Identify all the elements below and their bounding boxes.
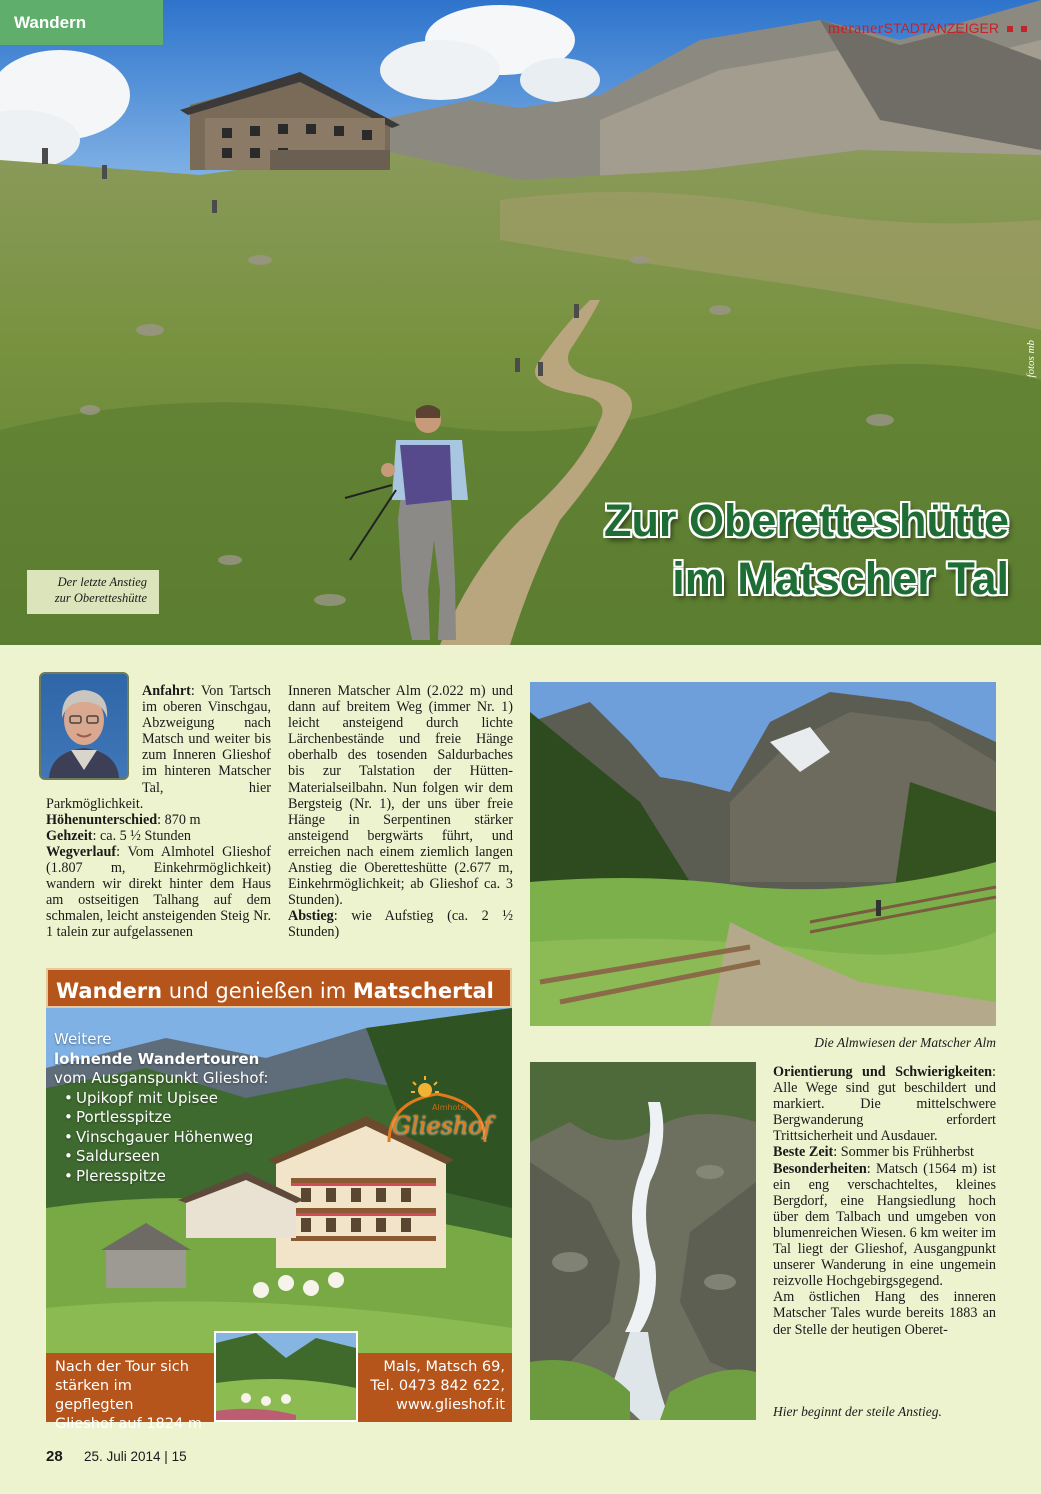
hero-caption [27, 570, 159, 614]
masthead-square-icon [1021, 26, 1027, 32]
section-tag: Wandern [0, 0, 163, 45]
tour-item: • Saldurseen [54, 1147, 268, 1167]
paragraph-besonderheiten: Besonderheiten: Matsch (1564 m) ist ein eng verschachteltes, kleines Bergdorf, eine Hangsiedlung hoch über dem Talbach und umgeben von blumenreichen Wiesen. 6 km weiter im Tal liegt der Glieshof, Ausgangpunkt unserer Wanderung in eine ungemein reizvolle Hochgebirgsgegend. [773, 1160, 996, 1290]
masthead-right: STADTANZEIGER [883, 20, 999, 36]
label-abstieg: Abstieg [288, 908, 334, 925]
title-line: Zur Oberetteshütte [603, 495, 1009, 546]
masthead-left: meraner [827, 20, 884, 37]
label-gehzeit: Gehzeit [46, 827, 93, 844]
paragraph-anfahrt: Anfahrt: Von Tartsch im oberen Vinschgau, Abzweigung nach Matsch und weiter bis zum Inneren Glieshof im hinteren Matscher Tal, hier Parkmöglichkeit. [46, 683, 271, 812]
label-orientierung: Orientierung und Schwierigkeiten [773, 1064, 993, 1080]
paragraph-abstieg: Abstieg: wie Aufstieg (ca. 2 ½ Stunden) [288, 908, 513, 941]
ad-website-link[interactable]: www.glieshof.it [395, 1397, 505, 1413]
tour-item: • Upikopf mit Upisee [54, 1089, 268, 1109]
article-column-2 [288, 683, 513, 941]
masthead-square-icon [1007, 26, 1013, 32]
issue-info: 25. Juli 2014 | 15 [84, 1449, 187, 1464]
article-column-3 [773, 1064, 996, 1338]
paragraph-wegverlauf: Wegverlauf: Vom Almhotel Glieshof (1.807 m, Einkehrmöglichkeit) wandern wir direkt hinter dem Haus am ostseitigen Talhang auf dem schmalen, leicht ansteigenden Steig Nr. 1 talein zur aufgelassenen [46, 843, 271, 941]
paragraph-gehzeit: Gehzeit: ca. 5 ½ Stunden [46, 827, 191, 844]
photo-credit: fotos mb [1025, 340, 1037, 378]
hero-caption-line: Der letzte Anstieg [57, 575, 147, 589]
tour-item: • Pleresspitze [54, 1167, 268, 1187]
page-number: 28 [46, 1448, 63, 1465]
tour-item: • Vinschgauer Höhenweg [54, 1128, 268, 1148]
tour-item: • Portlesspitze [54, 1108, 268, 1128]
label-hoehe: Höhenunterschied [46, 811, 158, 828]
paragraph-continued: Inneren Matscher Alm (2.022 m) und dann auf breitem Weg (immer Nr. 1) leicht ansteigend durch lichte Lärchenbestände und freie Hänge oberhalb des tosenden Saldurbaches bis zur Talstation der Hütten-Materialseilbahn. Nun folgen wir dem Bergsteig (Nr. 1), der uns über freie Hänge in Serpentinen stärker ansteigend bergwärts führt, und erreichen nach einem ziemlich langen Anstieg die Oberetteshütte (2.677 m, Einkehrmöglichkeit; ab Glieshof ca. 3 Stunden). [288, 683, 513, 909]
ad-slogan: Nach der Tour sich stärken im gepflegten Glieshof auf 1824 m [46, 1353, 214, 1422]
label-besonderheiten: Besonderheiten [773, 1160, 867, 1177]
ad-header: Wandern und genießen im Matschertal [46, 968, 512, 1008]
ad-phone: Tel. 0473 842 622, [370, 1378, 505, 1394]
caption-waterfall: Hier beginnt der steile Anstieg. [773, 1404, 942, 1419]
photo-almwiesen [530, 682, 996, 1026]
logo-subtitle: Almhotel [432, 1103, 468, 1112]
paragraph-orientierung: Orientierung und Schwierigkeiten: Alle Wege sind gut beschildert und markiert. Die mittelschwere Bergwanderung erfordert Trittsicherheit und Ausdauer. [773, 1064, 996, 1145]
article-column-1 [46, 683, 271, 941]
title-line: im Matscher Tal [672, 553, 1009, 604]
logo-name: Glieshof [392, 1112, 492, 1140]
page-title [604, 492, 1009, 608]
advertisement-glieshof [46, 968, 512, 1432]
ad-intro: Weitere [54, 1030, 112, 1048]
hero-photo [0, 0, 1041, 645]
hero-caption-line: zur Oberetteshütte [54, 591, 147, 605]
ad-tour-list [54, 1030, 268, 1186]
label-wegverlauf: Wegverlauf [46, 843, 117, 860]
paragraph-zeit: Beste Zeit: Sommer bis Frühherbst [773, 1144, 974, 1161]
label-zeit: Beste Zeit [773, 1144, 834, 1161]
ad-address: Mals, Matsch 69, [383, 1359, 505, 1375]
caption-almwiesen: Die Almwiesen der Matscher Alm [814, 1035, 996, 1050]
ad-intro: vom Ausganspunkt Glieshof: [54, 1069, 269, 1087]
masthead [828, 20, 1027, 38]
ad-intro-strong: lohnende Wandertouren [54, 1049, 260, 1068]
ad-inset-photo [214, 1331, 358, 1422]
tour-list [54, 1089, 268, 1187]
paragraph-hoehe: Höhenunterschied: 870 m [46, 811, 201, 828]
paragraph-history: Am östlichen Hang des inneren Matscher Tales wurde bereits 1883 an der Stelle der heutigen Oberet- [773, 1289, 996, 1338]
label-anfahrt: Anfahrt [142, 683, 191, 699]
photo-waterfall [530, 1062, 756, 1420]
ad-contact [358, 1353, 512, 1422]
